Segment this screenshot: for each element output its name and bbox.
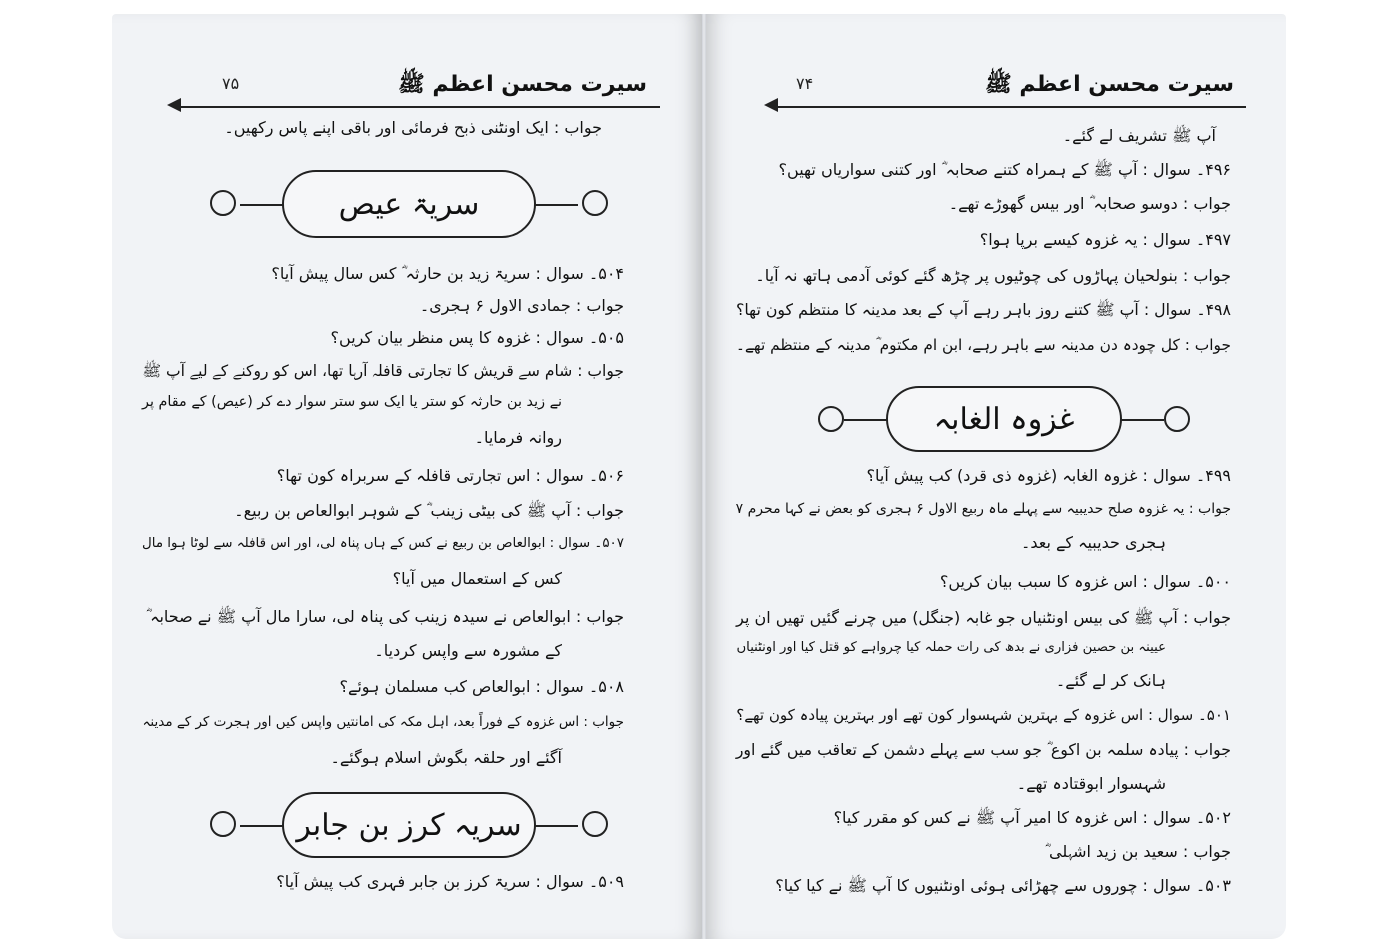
answer-line: جواب : اس غزوہ کے فوراً بعد، اہل مکہ کی امانتیں واپس کیں اور ہجرت کر کے مدینہ: [142, 714, 624, 730]
question-line: ۴۹۹۔ سوال : غزوہ الغابہ (غزوہ ذی قرد) کب پیش آیا؟: [866, 466, 1231, 485]
answer-line: شہسوار ابوقتادہ تھے۔: [1016, 774, 1166, 793]
question-line: ۵۰۵۔ سوال : غزوہ کا پس منظر بیان کریں؟: [330, 328, 624, 347]
ornament-icon: [582, 190, 608, 216]
right-page: [706, 14, 1286, 939]
question-line: ۵۰۷۔ سوال : ابوالعاص بن ربیع نے کس کے ہاں پناہ لی، اور اس قافلہ سے لوٹا ہوا مال: [141, 536, 624, 551]
answer-line: روانہ فرمایا۔: [474, 428, 562, 447]
answer-line: جواب : ابوالعاص نے سیدہ زینب کی پناہ لی، سارا مال آپ ﷺ نے صحابہ ؓ: [146, 607, 624, 626]
answer-line: جواب : کل چودہ دن مدینہ سے باہر رہے، ابن ام مکتوم ؓ مدینہ کے منتظم تھے۔: [735, 336, 1231, 354]
ornament-icon: [818, 406, 844, 432]
header-rule: [178, 106, 660, 108]
answer-line: جواب : آپ ﷺ کی بیس اونٹنیاں جو غابہ (جنگل) میں چرنے گئیں تھیں ان پر: [736, 608, 1231, 627]
question-line: ۵۰۳۔ سوال : چوروں سے چھڑائی ہوئی اونٹنیوں کا آپ ﷺ نے کیا کیا؟: [775, 876, 1231, 895]
question-line: کس کے استعمال میں آیا؟: [392, 569, 562, 588]
question-line: ۵۰۴۔ سوال : سریۃ زید بن حارثہ ؓ کس سال پیش آیا؟: [271, 264, 624, 283]
page-number: ۷۵: [222, 74, 240, 93]
question-line: ۴۹۷۔ سوال : یہ غزوہ کیسے برپا ہوا؟: [979, 230, 1231, 249]
answer-line: جواب : سعید بن زید اشہلی ؓ: [1045, 842, 1231, 861]
section-banner: [886, 386, 1122, 452]
answer-line: کے مشورہ سے واپس کردیا۔: [374, 641, 562, 660]
left-page: [112, 14, 702, 939]
running-header-title: سیرت محسن اعظم ﷺ: [398, 72, 647, 97]
answer-line: جواب : شام سے قریش کا تجارتی قافلہ آرہا تھا، اس کو روکنے کے لیے آپ ﷺ: [142, 362, 624, 380]
section-title: سریۃ عیص: [338, 186, 480, 222]
section-banner: [282, 170, 536, 238]
answer-line: جواب : آپ ﷺ کی بیٹی زینب ؓ کے شوہر ابوالعاص بن ربیع۔: [234, 501, 624, 520]
header-arrow-icon: [167, 98, 181, 112]
section-banner: [282, 792, 536, 858]
answer-line: عیینہ بن حصین فزاری نے بدھ کی رات حملہ کیا چرواہے کو قتل کیا اور اونٹنیاں: [736, 640, 1166, 655]
question-line: ۵۰۹۔ سوال : سریۃ کرز بن جابر فہری کب پیش آیا؟: [276, 872, 624, 891]
ornament-icon: [582, 811, 608, 837]
answer-line: جواب : جمادی الاول ۶ ہجری۔: [419, 296, 624, 315]
answer-line: جواب : یہ غزوہ صلح حدیبیہ سے پہلے ماہ ربیع الاول ۶ ہجری کو بعض نے کہا محرم ۷: [735, 501, 1231, 517]
section-title: سریہ کرز بن جابر: [296, 807, 522, 843]
answer-line: نے زید بن حارثہ کو ستر یا ایک سو ستر سوار دے کر (عیص) کے مقام پر: [142, 394, 562, 410]
answer-line: آگئے اور حلقہ بگوش اسلام ہوگئے۔: [330, 748, 562, 767]
answer-line: جواب : دوسو صحابہ ؓ اور بیس گھوڑے تھے۔: [948, 194, 1231, 213]
question-line: ۵۰۶۔ سوال : اس تجارتی قافلہ کے سربراہ کون تھا؟: [276, 466, 624, 485]
answer-line: جواب : ایک اونٹنی ذبح فرمائی اور باقی اپنے پاس رکھیں۔: [224, 118, 602, 137]
page-number: ۷۴: [796, 74, 814, 93]
question-line: ۴۹۸۔ سوال : آپ ﷺ کتنے روز باہر رہے آپ کے بعد مدینہ کا منتظم کون تھا؟: [736, 300, 1231, 319]
answer-line: ہجری حدیبیہ کے بعد۔: [1020, 533, 1166, 552]
answer-line: جواب : پیادہ سلمہ بن اکوع ؓ جو سب سے پہلے دشمن کے تعاقب میں گئے اور: [735, 740, 1231, 759]
answer-line: آپ ﷺ تشریف لے گئے۔: [1062, 126, 1216, 145]
header-arrow-icon: [764, 98, 778, 112]
header-rule: [776, 106, 1246, 108]
question-line: ۵۰۰۔ سوال : اس غزوہ کا سبب بیان کریں؟: [939, 572, 1231, 591]
ornament-icon: [210, 190, 236, 216]
ornament-icon: [210, 811, 236, 837]
answer-line: ہانک کر لے گئے۔: [1055, 671, 1166, 690]
ornament-icon: [1164, 406, 1190, 432]
running-header-title: سیرت محسن اعظم ﷺ: [985, 72, 1234, 97]
answer-line: جواب : بنولحیان پہاڑوں کی چوٹیوں پر چڑھ گئے کوئی آدمی ہاتھ نہ آیا۔: [755, 266, 1231, 285]
question-line: ۵۰۱۔ سوال : اس غزوہ کے بہترین شہسوار کون تھے اور بہترین پیادہ کون تھے؟: [736, 706, 1231, 724]
question-line: ۵۰۲۔ سوال : اس غزوہ کا امیر آپ ﷺ نے کس کو مقرر کیا؟: [833, 808, 1231, 827]
question-line: ۵۰۸۔ سوال : ابوالعاص کب مسلمان ہوئے؟: [339, 677, 624, 696]
question-line: ۴۹۶۔ سوال : آپ ﷺ کے ہمراہ کتنے صحابہ ؓ اور کتنی سواریاں تھیں؟: [778, 160, 1231, 179]
section-title: غزوہ الغابہ: [933, 401, 1075, 437]
